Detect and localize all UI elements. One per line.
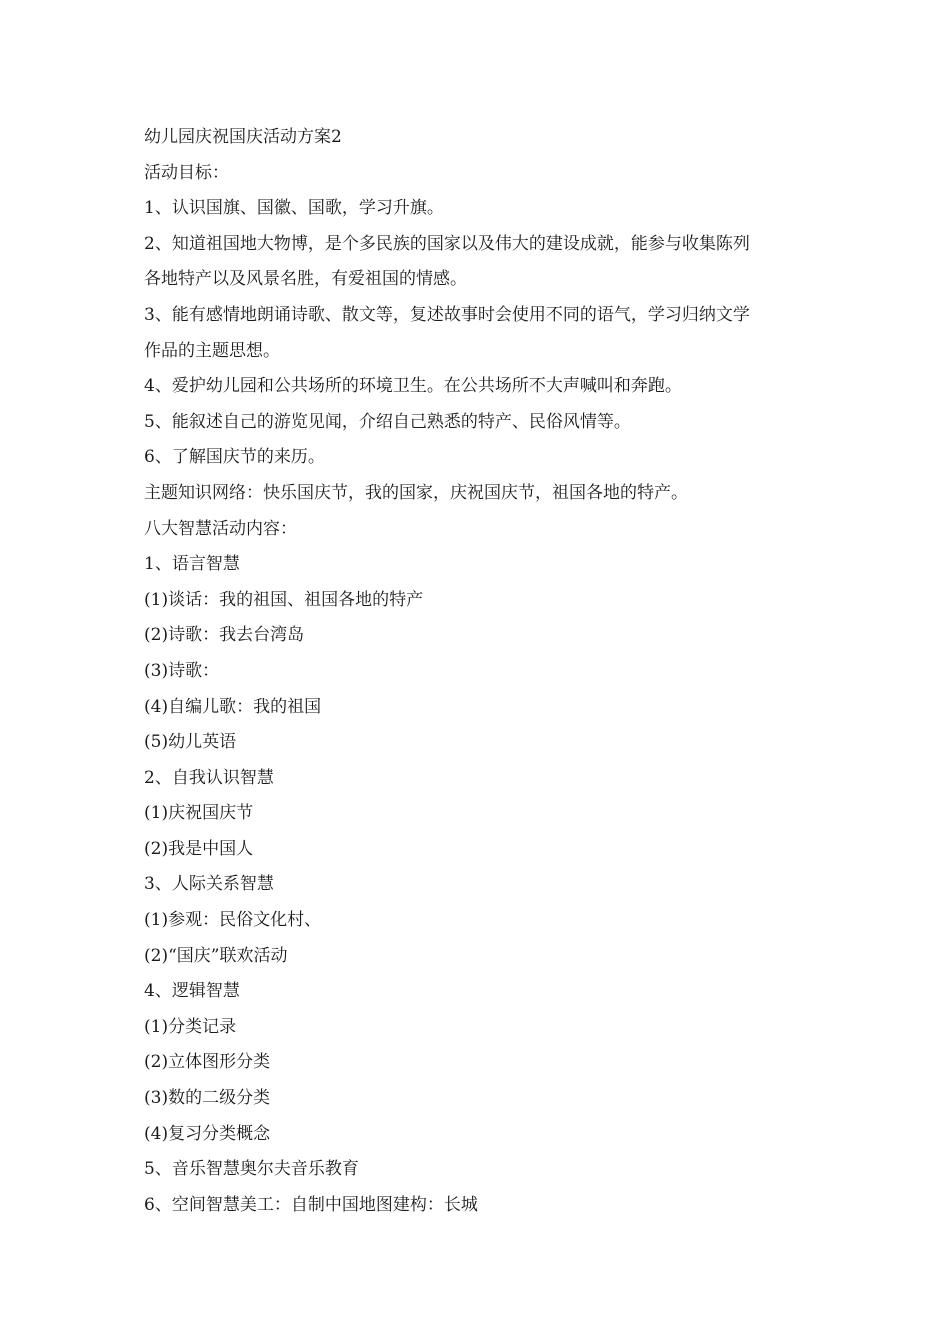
activity-subitem: (4)自编儿歌：我的祖国 xyxy=(144,696,322,717)
activity-subitem: (1)分类记录 xyxy=(144,1016,237,1037)
theme-network: 主题知识网络：快乐国庆节，我的国家，庆祝国庆节，祖国各地的特产。 xyxy=(144,482,688,503)
goal-item: 1、认识国旗、国徽、国歌，学习升旗。 xyxy=(144,198,444,219)
document-page xyxy=(144,120,816,1223)
activity-subitem: (1)参观：民俗文化村、 xyxy=(144,910,322,931)
activity-subitem: (4)复习分类概念 xyxy=(144,1123,271,1144)
activity-subitem: (1)庆祝国庆节 xyxy=(144,803,254,824)
activity-category: 2、自我认识智慧 xyxy=(144,767,274,788)
activity-category: 4、逻辑智慧 xyxy=(144,981,240,1002)
activity-subitem: (5)幼儿英语 xyxy=(144,732,237,753)
goal-item: 6、了解国庆节的来历。 xyxy=(144,447,325,468)
goal-item: 3、能有感情地朗诵诗歌、散文等，复述故事时会使用不同的语气，学习归纳文学 xyxy=(144,304,750,325)
activity-subitem: (2)立体图形分类 xyxy=(144,1052,271,1073)
goal-item-continued: 作品的主题思想。 xyxy=(144,340,280,361)
activity-subitem: (2)“国庆”联欢活动 xyxy=(144,945,288,966)
goal-item: 5、能叙述自己的游览见闻，介绍自己熟悉的特产、民俗风情等。 xyxy=(144,411,631,432)
activity-subitem: (1)谈话：我的祖国、祖国各地的特产 xyxy=(144,589,424,610)
activity-subitem: (3)诗歌： xyxy=(144,660,220,681)
document-title: 幼儿园庆祝国庆活动方案2 xyxy=(144,127,342,147)
goal-item: 2、知道祖国地大物博，是个多民族的国家以及伟大的建设成就，能参与收集陈列 xyxy=(144,233,750,254)
activity-category: 5、音乐智慧奥尔夫音乐教育 xyxy=(144,1159,359,1180)
activity-category: 6、空间智慧美工：自制中国地图建构：长城 xyxy=(144,1194,478,1215)
activity-category: 1、语言智慧 xyxy=(144,554,240,575)
activity-subitem: (3)数的二级分类 xyxy=(144,1088,271,1109)
goal-item: 4、爱护幼儿园和公共场所的环境卫生。在公共场所不大声喊叫和奔跑。 xyxy=(144,376,682,397)
activity-category: 3、人际关系智慧 xyxy=(144,874,274,895)
section-heading-activities: 八大智慧活动内容： xyxy=(144,518,297,539)
activity-subitem: (2)我是中国人 xyxy=(144,838,254,859)
section-heading-goals: 活动目标： xyxy=(144,162,229,183)
goal-item-continued: 各地特产以及风景名胜，有爱祖国的情感。 xyxy=(144,269,467,290)
activity-subitem: (2)诗歌：我去台湾岛 xyxy=(144,625,305,646)
